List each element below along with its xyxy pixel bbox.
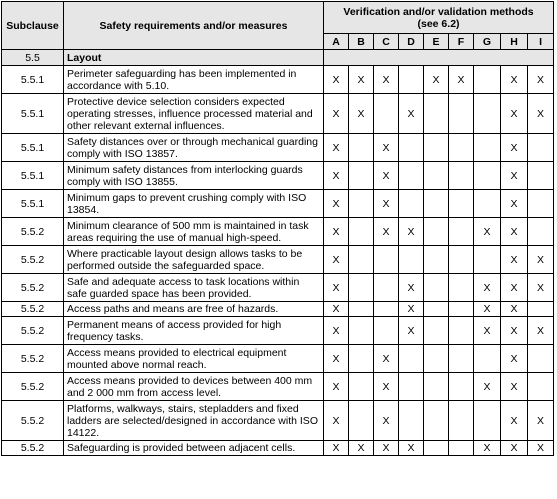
row-requirement: Perimeter safeguarding has been implemented in accordance with 5.10. [64, 66, 324, 94]
method-mark-f [449, 373, 474, 401]
method-mark-e [424, 373, 449, 401]
method-mark-c: X [374, 162, 399, 190]
method-mark-g [474, 94, 501, 134]
method-mark-d [399, 134, 424, 162]
method-mark-i [528, 373, 554, 401]
row-subclause: 5.5.1 [2, 190, 64, 218]
method-mark-e [424, 246, 449, 274]
method-mark-e [424, 302, 449, 317]
method-mark-f [449, 162, 474, 190]
method-mark-c [374, 274, 399, 302]
table-row [2, 274, 554, 302]
method-header-d: D [399, 34, 424, 50]
method-mark-c [374, 302, 399, 317]
method-mark-g: X [474, 373, 501, 401]
requirements-table [1, 1, 554, 456]
row-requirement: Access means provided to electrical equipment mounted above normal reach. [64, 345, 324, 373]
method-mark-e [424, 134, 449, 162]
method-mark-b [349, 317, 374, 345]
row-subclause: 5.5.2 [2, 441, 64, 456]
method-mark-c: X [374, 134, 399, 162]
table-row [2, 246, 554, 274]
method-mark-d: X [399, 441, 424, 456]
method-mark-f [449, 134, 474, 162]
method-mark-e [424, 401, 449, 441]
method-mark-g: X [474, 302, 501, 317]
method-mark-h: X [501, 162, 528, 190]
method-mark-g: X [474, 441, 501, 456]
method-mark-h: X [501, 94, 528, 134]
method-mark-f [449, 302, 474, 317]
method-mark-a: X [324, 66, 349, 94]
method-mark-e [424, 345, 449, 373]
method-header-f: F [449, 34, 474, 50]
method-mark-h: X [501, 441, 528, 456]
method-header-i: I [528, 34, 554, 50]
method-mark-h: X [501, 190, 528, 218]
method-mark-h: X [501, 345, 528, 373]
method-mark-a: X [324, 401, 349, 441]
method-mark-a: X [324, 345, 349, 373]
verification-header [324, 2, 554, 34]
table-row [2, 134, 554, 162]
method-mark-g [474, 345, 501, 373]
method-mark-c [374, 317, 399, 345]
method-mark-a: X [324, 190, 349, 218]
method-mark-e [424, 190, 449, 218]
row-requirement: Safe and adequate access to task locations within safe guarded space has been provided. [64, 274, 324, 302]
method-mark-e: X [424, 66, 449, 94]
method-mark-i [528, 345, 554, 373]
row-subclause: 5.5.2 [2, 218, 64, 246]
table-row [2, 218, 554, 246]
row-subclause: 5.5.2 [2, 317, 64, 345]
table-row [2, 66, 554, 94]
method-mark-f [449, 218, 474, 246]
method-mark-g [474, 162, 501, 190]
method-mark-b [349, 218, 374, 246]
method-mark-d [399, 162, 424, 190]
row-subclause: 5.5.1 [2, 162, 64, 190]
method-mark-e [424, 274, 449, 302]
method-header-b: B [349, 34, 374, 50]
method-mark-c: X [374, 218, 399, 246]
method-mark-i: X [528, 401, 554, 441]
method-header-a: A [324, 34, 349, 50]
method-mark-d [399, 373, 424, 401]
method-mark-d: X [399, 274, 424, 302]
row-subclause: 5.5.1 [2, 94, 64, 134]
method-mark-b [349, 162, 374, 190]
row-requirement: Minimum clearance of 500 mm is maintained in task areas requiring the use of manual high-speed. [64, 218, 324, 246]
method-mark-b [349, 190, 374, 218]
method-mark-e [424, 317, 449, 345]
method-mark-a: X [324, 441, 349, 456]
row-subclause: 5.5.2 [2, 302, 64, 317]
method-mark-d [399, 401, 424, 441]
method-mark-h: X [501, 317, 528, 345]
method-mark-g [474, 190, 501, 218]
row-requirement: Access means provided to devices between 400 mm and 2 000 mm from access level. [64, 373, 324, 401]
method-mark-f: X [449, 66, 474, 94]
method-mark-f [449, 190, 474, 218]
method-mark-d: X [399, 218, 424, 246]
method-mark-i: X [528, 66, 554, 94]
method-mark-f [449, 317, 474, 345]
method-mark-c: X [374, 401, 399, 441]
row-requirement: Minimum safety distances from interlocking guards comply with ISO 13855. [64, 162, 324, 190]
method-mark-i: X [528, 317, 554, 345]
method-mark-h: X [501, 246, 528, 274]
method-mark-d: X [399, 317, 424, 345]
method-mark-b [349, 373, 374, 401]
table-row [2, 373, 554, 401]
row-subclause: 5.5.2 [2, 345, 64, 373]
method-mark-i: X [528, 441, 554, 456]
method-mark-c [374, 94, 399, 134]
method-mark-h: X [501, 218, 528, 246]
method-mark-i [528, 190, 554, 218]
header-row [2, 2, 554, 34]
method-mark-c: X [374, 66, 399, 94]
section-filler [324, 50, 554, 66]
method-mark-e [424, 441, 449, 456]
method-mark-h: X [501, 302, 528, 317]
table-body [2, 50, 554, 456]
section-subclause: 5.5 [2, 50, 64, 66]
row-subclause: 5.5.2 [2, 246, 64, 274]
method-mark-b [349, 401, 374, 441]
method-mark-h: X [501, 134, 528, 162]
method-mark-i: X [528, 94, 554, 134]
method-mark-a: X [324, 302, 349, 317]
method-mark-c: X [374, 373, 399, 401]
method-mark-g [474, 401, 501, 441]
method-mark-g: X [474, 218, 501, 246]
method-mark-b [349, 246, 374, 274]
method-mark-b: X [349, 441, 374, 456]
row-subclause: 5.5.1 [2, 66, 64, 94]
method-mark-h: X [501, 373, 528, 401]
table-row [2, 401, 554, 441]
method-mark-a: X [324, 134, 349, 162]
method-mark-d [399, 190, 424, 218]
row-requirement: Protective device selection considers expected operating stresses, influence processed material and other relevant external influences. [64, 94, 324, 134]
method-mark-a: X [324, 246, 349, 274]
method-mark-d: X [399, 94, 424, 134]
row-subclause: 5.5.2 [2, 274, 64, 302]
method-mark-d [399, 345, 424, 373]
table-row [2, 162, 554, 190]
row-requirement: Platforms, walkways, stairs, stepladders and fixed ladders are selected/designed in accordance with ISO 14122. [64, 401, 324, 441]
method-mark-i: X [528, 246, 554, 274]
method-mark-i [528, 134, 554, 162]
method-mark-a: X [324, 317, 349, 345]
method-mark-g [474, 66, 501, 94]
method-mark-d [399, 66, 424, 94]
method-mark-b [349, 302, 374, 317]
method-mark-h: X [501, 274, 528, 302]
method-mark-b [349, 274, 374, 302]
method-mark-e [424, 162, 449, 190]
method-mark-e [424, 94, 449, 134]
method-mark-f [449, 441, 474, 456]
table-row [2, 317, 554, 345]
method-mark-c: X [374, 441, 399, 456]
table-row [2, 345, 554, 373]
method-mark-a: X [324, 373, 349, 401]
table-row [2, 94, 554, 134]
method-mark-b: X [349, 66, 374, 94]
method-mark-f [449, 401, 474, 441]
method-mark-f [449, 345, 474, 373]
method-mark-e [424, 218, 449, 246]
method-mark-h: X [501, 401, 528, 441]
method-mark-c: X [374, 345, 399, 373]
method-mark-b [349, 134, 374, 162]
method-mark-d [399, 246, 424, 274]
row-requirement: Permanent means of access provided for high frequency tasks. [64, 317, 324, 345]
method-header-g: G [474, 34, 501, 50]
method-header-c: C [374, 34, 399, 50]
table-row [2, 302, 554, 317]
method-mark-h: X [501, 66, 528, 94]
method-mark-g [474, 134, 501, 162]
method-mark-d: X [399, 302, 424, 317]
method-mark-g [474, 246, 501, 274]
method-mark-a: X [324, 218, 349, 246]
row-subclause: 5.5.2 [2, 401, 64, 441]
method-mark-f [449, 94, 474, 134]
table-row [2, 441, 554, 456]
method-mark-i: X [528, 274, 554, 302]
method-mark-a: X [324, 94, 349, 134]
method-mark-i [528, 218, 554, 246]
method-mark-i [528, 162, 554, 190]
subclause-header: Subclause [2, 2, 64, 50]
method-header-e: E [424, 34, 449, 50]
row-requirement: Safety distances over or through mechanical guarding comply with ISO 13857. [64, 134, 324, 162]
method-mark-i [528, 302, 554, 317]
method-mark-c: X [374, 190, 399, 218]
row-requirement: Access paths and means are free of hazards. [64, 302, 324, 317]
section-row [2, 50, 554, 66]
row-requirement: Minimum gaps to prevent crushing comply with ISO 13854. [64, 190, 324, 218]
method-mark-c [374, 246, 399, 274]
method-mark-g: X [474, 274, 501, 302]
method-header-h: H [501, 34, 528, 50]
method-mark-b: X [349, 94, 374, 134]
verification-header-line1: Verification and/or validation methods [343, 5, 534, 18]
row-requirement: Safeguarding is provided between adjacent cells. [64, 441, 324, 456]
section-title: Layout [64, 50, 324, 66]
method-mark-a: X [324, 162, 349, 190]
table-row [2, 190, 554, 218]
row-subclause: 5.5.2 [2, 373, 64, 401]
method-mark-b [349, 345, 374, 373]
requirements-header: Safety requirements and/or measures [64, 2, 324, 50]
method-mark-f [449, 246, 474, 274]
method-mark-a: X [324, 274, 349, 302]
method-mark-g: X [474, 317, 501, 345]
row-requirement: Where practicable layout design allows tasks to be performed outside the safeguarded space. [64, 246, 324, 274]
verification-header-line2: (see 6.2) [417, 17, 460, 30]
row-subclause: 5.5.1 [2, 134, 64, 162]
method-mark-f [449, 274, 474, 302]
